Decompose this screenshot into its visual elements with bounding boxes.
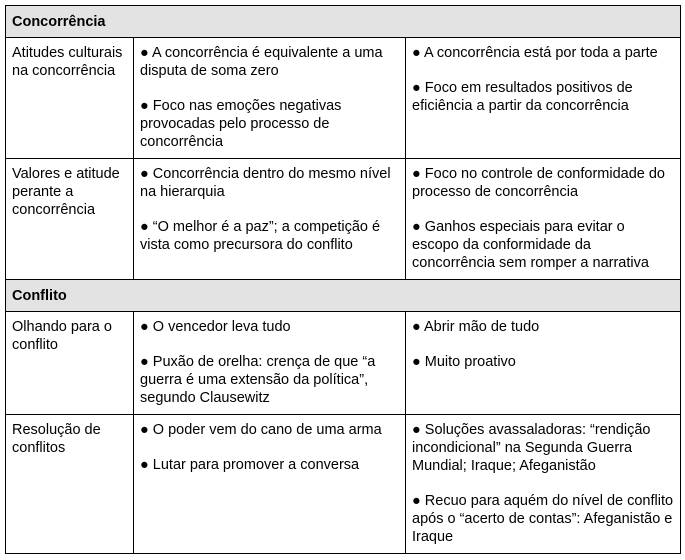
- row-label: Olhando para o conflito: [6, 312, 134, 415]
- section-title: Concorrência: [6, 6, 681, 38]
- section-header-row: [6, 280, 681, 312]
- bullet-item: ● O vencedor leva tudo: [140, 319, 291, 335]
- section-header-row: [6, 6, 681, 38]
- bullet-item: ● “O melhor é a paz”; a competição é vista como precursora do conflito: [140, 219, 381, 253]
- row-cell-col2: [406, 312, 681, 415]
- row-cell-col2: [406, 415, 681, 554]
- row-cell-col1: [134, 38, 406, 159]
- row-cell-col2: [406, 159, 681, 280]
- bullet-item: ● Foco no controle de conformidade do processo de concorrência: [412, 166, 665, 200]
- bullet-item: ● O poder vem do cano de uma arma: [140, 422, 382, 438]
- bullet-item: ● Concorrência dentro do mesmo nível na hierarquia: [140, 166, 391, 200]
- row-label: Atitudes culturais na concorrência: [6, 38, 134, 159]
- comparison-table: [5, 5, 681, 554]
- bullet-item: ● Puxão de orelha: crença de que “a guerra é uma extensão da política”, segundo Clausewitz: [140, 354, 376, 406]
- bullet-item: ● Muito proativo: [412, 354, 516, 370]
- row-cell-col2: [406, 38, 681, 159]
- table-row: [6, 38, 681, 159]
- row-cell-col1: [134, 312, 406, 415]
- row-cell-col1: [134, 415, 406, 554]
- row-label: Resolução de conflitos: [6, 415, 134, 554]
- bullet-item: ● Foco em resultados positivos de eficiência a partir da concorrência: [412, 80, 633, 114]
- section-title: Conflito: [6, 280, 681, 312]
- row-label: Valores e atitude perante a concorrência: [6, 159, 134, 280]
- row-cell-col1: [134, 159, 406, 280]
- table-row: [6, 159, 681, 280]
- bullet-item: ● A concorrência é equivalente a uma disputa de soma zero: [140, 45, 383, 79]
- bullet-item: ● Lutar para promover a conversa: [140, 457, 360, 473]
- bullet-item: ● A concorrência está por toda a parte: [412, 45, 658, 61]
- bullet-item: ● Foco nas emoções negativas provocadas pelo processo de concorrência: [140, 98, 342, 150]
- bullet-item: ● Ganhos especiais para evitar o escopo da conformidade da concorrência sem romper a narrativa: [412, 219, 649, 271]
- bullet-item: ● Soluções avassaladoras: “rendição incondicional” na Segunda Guerra Mundial; Iraque; Afeganistão: [412, 422, 651, 474]
- table-row: [6, 415, 681, 554]
- bullet-item: ● Abrir mão de tudo: [412, 319, 540, 335]
- bullet-item: ● Recuo para aquém do nível de conflito após o “acerto de contas”: Afeganistão e Iraque: [412, 493, 674, 545]
- table-row: [6, 312, 681, 415]
